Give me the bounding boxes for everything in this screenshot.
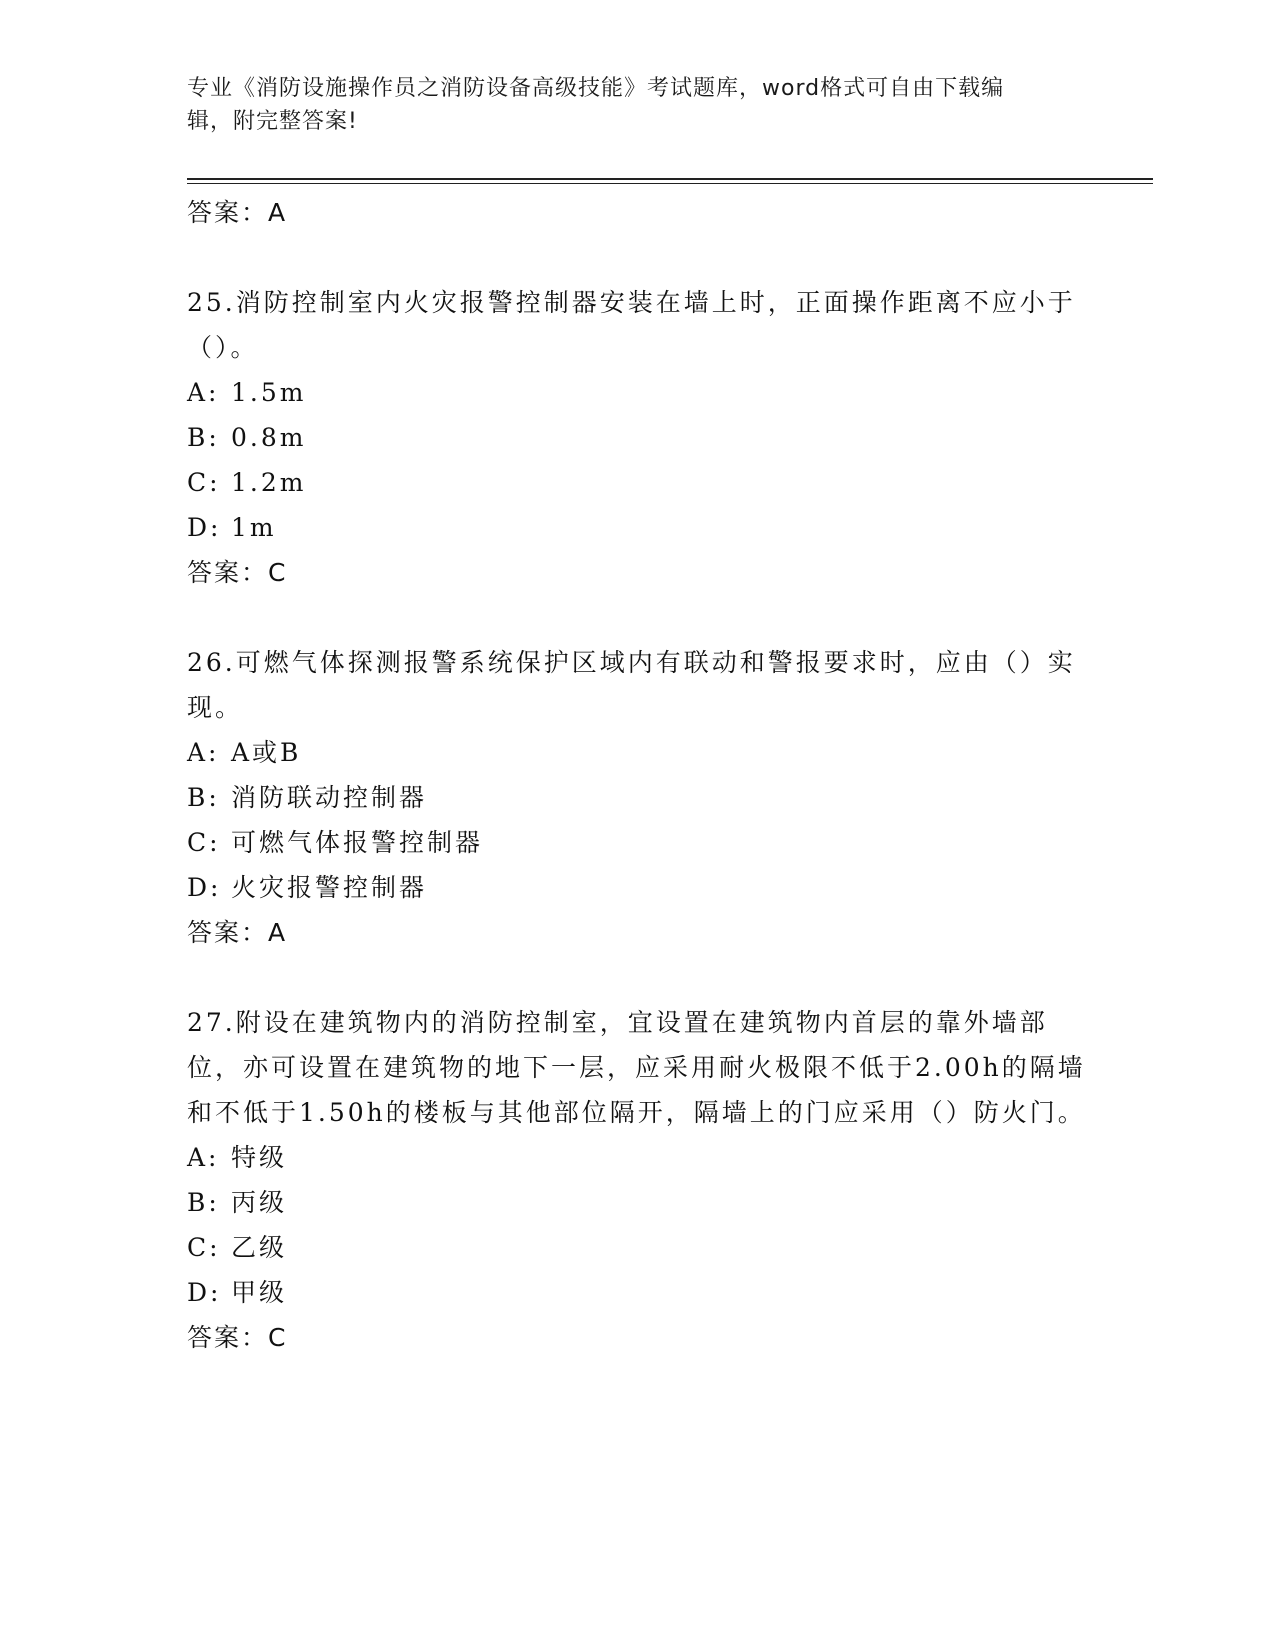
option-b: B: 丙级 — [187, 1188, 288, 1217]
option-c: C: 乙级 — [187, 1233, 288, 1262]
option-c: C: 1.2m — [187, 468, 307, 497]
option-a: A: A或B — [187, 738, 302, 767]
question-text: 27.附设在建筑物内的消防控制室，宜设置在建筑物内首层的靠外墙部位，亦可设置在建筑物的地下一层，应采用耐火极限不低于2.00h的隔墙和不低于1.50h的楼板与其他部位隔开，隔墙上的门应采用（）防火门。 — [187, 1008, 1086, 1127]
question-27 — [187, 1000, 1087, 1360]
option-d: D: 1m — [187, 513, 277, 542]
option-d: D: 火灾报警控制器 — [187, 873, 428, 902]
option-b: B: 0.8m — [187, 423, 307, 452]
question-text: 25.消防控制室内火灾报警控制器安装在墙上时，正面操作距离不应小于（）。 — [187, 288, 1076, 362]
spacer — [187, 955, 1087, 1000]
answer-line: 答案：C — [187, 1323, 288, 1352]
header-rule-thin — [187, 183, 1153, 184]
option-a: A: 特级 — [187, 1143, 288, 1172]
answer-line: 答案：A — [187, 918, 288, 947]
option-b: B: 消防联动控制器 — [187, 783, 428, 812]
option-c: C: 可燃气体报警控制器 — [187, 828, 484, 857]
question-25 — [187, 280, 1087, 595]
question-list — [187, 190, 1087, 1360]
header-line-1: 专业《消防设施操作员之消防设备高级技能》考试题库，word格式可自由下载编 — [187, 76, 1005, 101]
header-line-2: 辑，附完整答案! — [187, 109, 358, 134]
header-rule-thick — [187, 178, 1153, 180]
question-text: 26.可燃气体探测报警系统保护区域内有联动和警报要求时，应由（）实现。 — [187, 648, 1076, 722]
option-a: A: 1.5m — [187, 378, 307, 407]
answer-line: 答案：A — [187, 198, 288, 227]
spacer — [187, 595, 1087, 640]
option-d: D: 甲级 — [187, 1278, 288, 1307]
question-26 — [187, 640, 1087, 955]
spacer — [187, 235, 1087, 280]
document-header — [187, 72, 1067, 138]
answer-line: 答案：C — [187, 558, 288, 587]
